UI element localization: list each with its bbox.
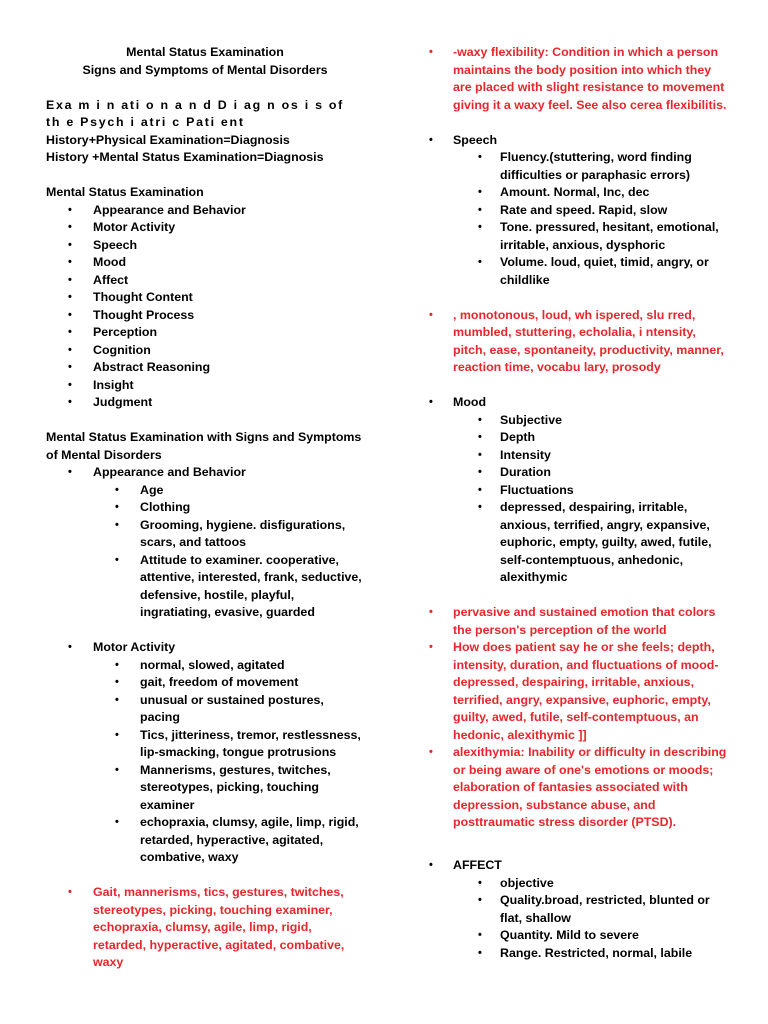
list-item: • objective	[453, 875, 730, 893]
list-item: • Motor Activity	[46, 219, 364, 237]
mood-item	[426, 394, 730, 587]
waxy-flexibility-note: • -waxy flexibility: Condition in which a person maintains the body position into which they are placed with slight resistance to movement giving it a waxy feel. See also cerea flexibilitis.	[426, 44, 730, 114]
list-item: • depressed, despairing, irritable, anxious, terrified, angry, expansive, euphoric, empty, guilty, awed, futile, self-contemptuous, anhedonic, alexithymic	[453, 499, 730, 587]
list-item: • Intensity	[453, 447, 730, 465]
speech-section	[426, 132, 730, 290]
motor-list	[93, 657, 364, 867]
list-item: • Range. Restricted, normal, labile	[453, 945, 730, 963]
speech-note-list	[426, 307, 730, 377]
affect-list	[453, 875, 730, 963]
formula-mse: History +Mental Status Examination=Diagnosis	[46, 150, 324, 164]
list-item: • Speech	[46, 237, 364, 255]
motor-label: Motor Activity	[93, 640, 176, 654]
motor-section	[46, 639, 364, 884]
signs-heading: Mental Status Examination with Signs and Symptoms of Mental Disorders	[46, 430, 362, 462]
mood-note-patient: • How does patient say he or she feels; depth, intensity, duration, and fluctuations of mood-depressed, despairing, irritable, anxious, terrified, angry, expansive, euphoric, empty, guilty, awed, futile, self-contemptuous, an hedonic, alexithymic ]]	[426, 639, 730, 744]
speech-label: Speech	[453, 132, 498, 147]
list-item: • Volume. loud, quiet, timid, angry, or childlike	[453, 254, 730, 289]
mood-note-definition: • pervasive and sustained emotion that colors the person's perception of the world	[426, 604, 730, 639]
affect-label: AFFECT	[453, 858, 502, 872]
document-subtitle: Signs and Symptoms of Mental Disorders	[82, 62, 328, 77]
list-item: • Grooming, hygiene. disfigurations, scars, and tattoos	[93, 517, 364, 552]
mood-notes-list	[426, 604, 730, 832]
list-item: • Cognition	[46, 342, 364, 360]
speech-note: • , monotonous, loud, wh ispered, slu rred, mumbled, stuttering, echolalia, i ntensity, pitch, ease, spontaneity, productivity, manner, reaction time, vocabu lary, prosody	[426, 307, 730, 377]
mood-note-alexithymia: • alexithymia: Inability or difficulty in describing or being aware of one's emotions or moods; elaboration of fantasies associated with depression, substance abuse, and posttraumatic stress disorder (PTSD).	[426, 744, 730, 832]
appearance-section	[46, 464, 364, 639]
signs-list	[46, 464, 364, 972]
list-item: • gait, freedom of movement	[93, 674, 364, 692]
motor-note: • Gait, mannerisms, tics, gestures, twitches, stereotypes, picking, touching examiner, echopraxia, clumsy, agile, limp, rigid, retarded, hyperactive, agitated, combative, waxy	[46, 884, 364, 972]
mse-heading: Mental Status Examination	[46, 185, 204, 199]
list-item: • Fluctuations	[453, 482, 730, 500]
list-item: • Perception	[46, 324, 364, 342]
list-item: • unusual or sustained postures, pacing	[93, 692, 364, 727]
list-item: • Duration	[453, 464, 730, 482]
list-item: • Insight	[46, 377, 364, 395]
appearance-label: Appearance and Behavior	[93, 465, 246, 479]
intro-heading: Exa m i n ati o n a n d D i ag n os i s of th e Psych i atri c Pati ent	[46, 97, 345, 129]
list-item: • Amount. Normal, Inc, dec	[453, 184, 730, 202]
left-column	[46, 44, 364, 972]
list-item: • Clothing	[93, 499, 364, 517]
list-item: • Mood	[46, 254, 364, 272]
speech-list	[453, 149, 730, 289]
right-column	[426, 44, 730, 962]
appearance-list	[93, 482, 364, 622]
mse-list	[46, 202, 364, 412]
list-item: • Tone. pressured, hesitant, emotional, irritable, anxious, dysphoric	[453, 219, 730, 254]
list-item: • Judgment	[46, 394, 364, 412]
mood-section	[426, 394, 730, 587]
list-item: • Quality.broad, restricted, blunted or flat, shallow	[453, 892, 730, 927]
list-item: • Thought Content	[46, 289, 364, 307]
list-item: • Depth	[453, 429, 730, 447]
affect-item	[426, 857, 730, 962]
list-item: • Mannerisms, gestures, twitches, stereotypes, picking, touching examiner	[93, 762, 364, 815]
list-item: • Abstract Reasoning	[46, 359, 364, 377]
formula-physical: History+Physical Examination=Diagnosis	[46, 132, 290, 147]
list-item: • Subjective	[453, 412, 730, 430]
right-list	[426, 44, 730, 114]
list-item: • Age	[93, 482, 364, 500]
mood-list	[453, 412, 730, 587]
list-item: • Thought Process	[46, 307, 364, 325]
list-item: • Rate and speed. Rapid, slow	[453, 202, 730, 220]
list-item: • Attitude to examiner. cooperative, attentive, interested, frank, seductive, defensive, hostile, playful, ingratiating, evasive, guarded	[93, 552, 364, 622]
list-item: • normal, slowed, agitated	[93, 657, 364, 675]
list-item: • Affect	[46, 272, 364, 290]
list-item: • Fluency.(stuttering, word finding difficulties or paraphasic errors)	[453, 149, 730, 184]
list-item: • echopraxia, clumsy, agile, limp, rigid, retarded, hyperactive, agitated, combative, waxy	[93, 814, 364, 867]
affect-section	[426, 857, 730, 962]
list-item: • Tics, jitteriness, tremor, restlessness, lip-smacking, tongue protrusions	[93, 727, 364, 762]
list-item: • Quantity. Mild to severe	[453, 927, 730, 945]
mood-label: Mood	[453, 395, 487, 409]
speech-item	[426, 132, 730, 290]
list-item: • Appearance and Behavior	[46, 202, 364, 220]
document-title: Mental Status Examination	[126, 45, 284, 59]
